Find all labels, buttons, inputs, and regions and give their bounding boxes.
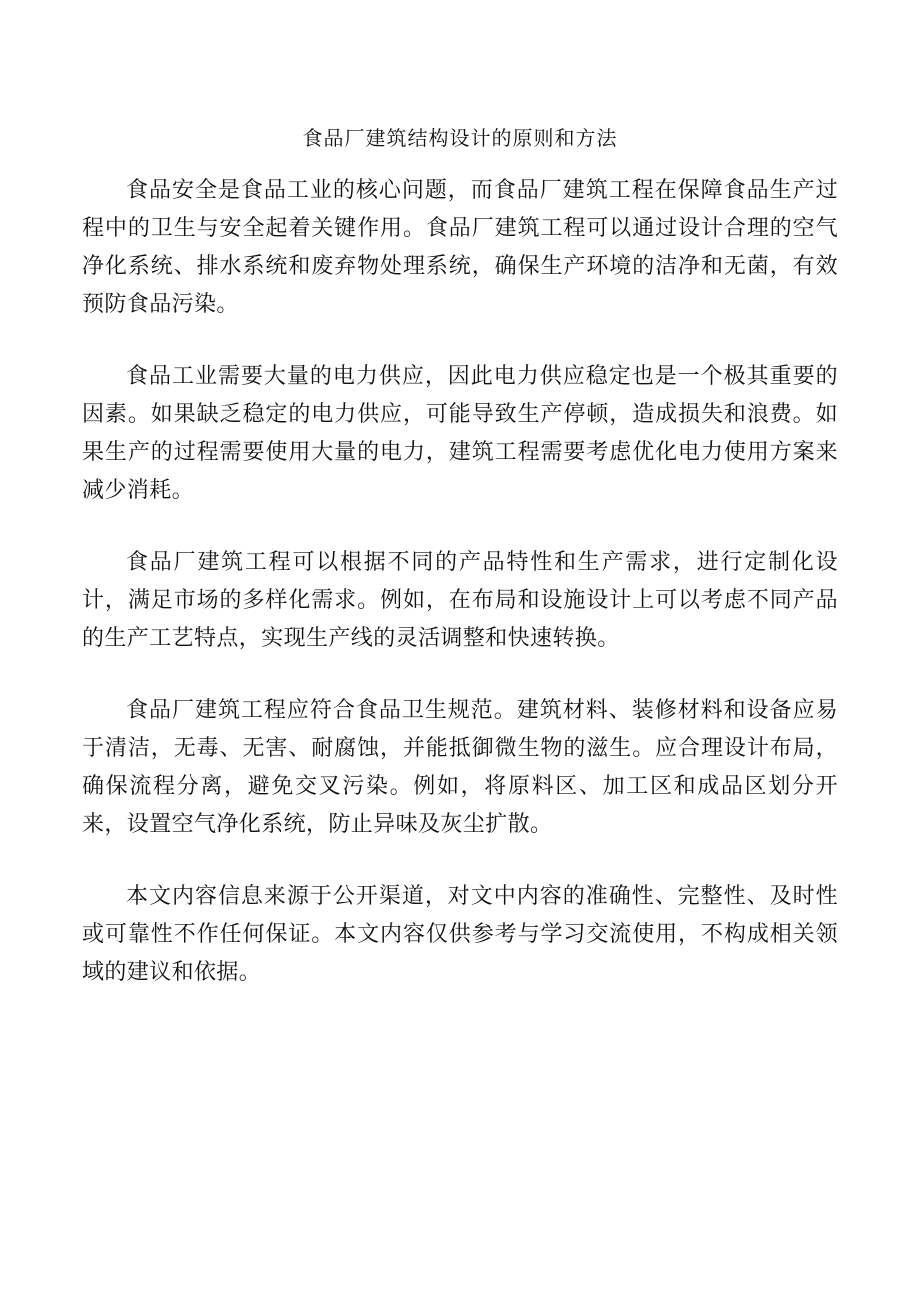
paragraph-hygiene-standards: 食品厂建筑工程应符合食品卫生规范。建筑材料、装修材料和设备应易于清洁，无毒、无害、耐腐蚀，并能抵御微生物的滋生。应合理设计布局，确保流程分离，避免交叉污染。例如，将原料区、加工区和成品区划分开来，设置空气净化系统，防止异味及灰尘扩散。	[82, 698, 838, 837]
paragraph-power-supply: 食品工业需要大量的电力供应，因此电力供应稳定也是一个极其重要的因素。如果缺乏稳定的电力供应，可能导致生产停顿，造成损失和浪费。如果生产的过程需要使用大量的电力，建筑工程需要考虑优化电力使用方案来减少消耗。	[82, 364, 838, 503]
paragraph-customized-design: 食品厂建筑工程可以根据不同的产品特性和生产需求，进行定制化设计，满足市场的多样化需求。例如，在布局和设施设计上可以考虑不同产品的生产工艺特点，实现生产线的灵活调整和快速转换。	[82, 550, 838, 651]
document-title: 食品厂建筑结构设计的原则和方法	[302, 126, 618, 150]
paragraph-food-safety: 食品安全是食品工业的核心问题，而食品厂建筑工程在保障食品生产过程中的卫生与安全起着关键作用。食品厂建筑工程可以通过设计合理的空气净化系统、排水系统和废弃物处理系统，确保生产环境的洁净和无菌，有效预防食品污染。	[82, 178, 838, 317]
document-body	[82, 172, 838, 1026]
paragraph-disclaimer: 本文内容信息来源于公开渠道，对文中内容的准确性、完整性、及时性或可靠性不作任何保证。本文内容仅供参考与学习交流使用，不构成相关领域的建议和依据。	[82, 884, 838, 985]
